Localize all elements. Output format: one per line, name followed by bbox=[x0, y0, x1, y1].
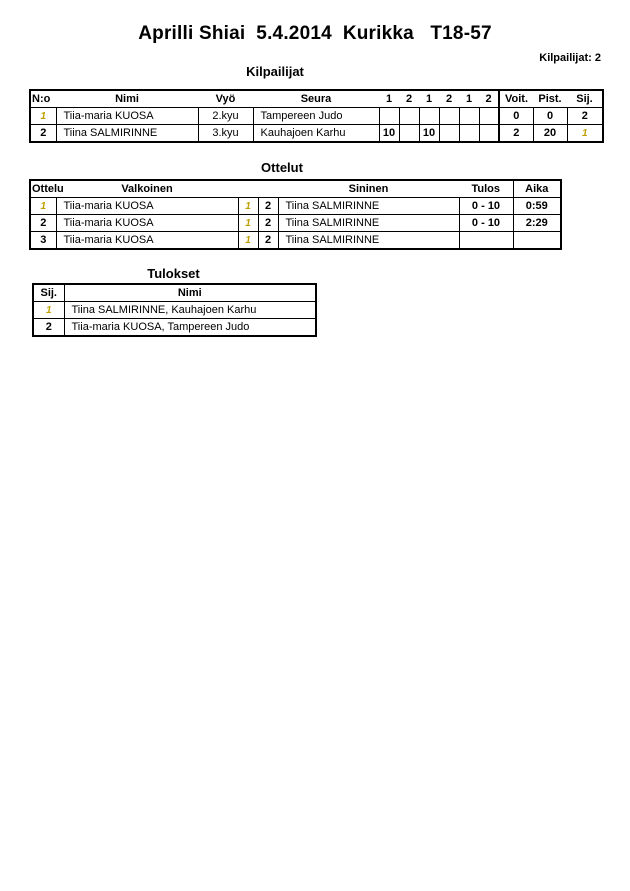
competitors-header-row bbox=[30, 90, 603, 108]
wins-cell: 2 bbox=[499, 125, 533, 143]
col-header-nimi: Nimi bbox=[56, 90, 198, 108]
page-title: Aprilli Shiai 5.4.2014 Kurikka T18-57 bbox=[138, 23, 492, 44]
col-header-vyo: Vyö bbox=[198, 90, 253, 108]
competitors-table bbox=[29, 89, 604, 143]
score-cell bbox=[459, 125, 479, 143]
col-header-sij: Sij. bbox=[33, 284, 64, 302]
white-competitor-number: 1 bbox=[238, 215, 258, 232]
score-cell: 10 bbox=[379, 125, 399, 143]
col-header-pist: Pist. bbox=[533, 90, 567, 108]
competitor-belt: 3.kyu bbox=[198, 125, 253, 143]
col-header-valkoinen: Valkoinen bbox=[56, 180, 238, 198]
competitor-count-label: Kilpailijat: 2 bbox=[539, 52, 601, 64]
competitor-number: 1 bbox=[30, 108, 56, 125]
col-header-ottelu: Ottelu bbox=[30, 180, 56, 198]
competitor-club: Tampereen Judo bbox=[253, 108, 379, 125]
result-placement: 1 bbox=[33, 302, 64, 319]
col-header-sij: Sij. bbox=[567, 90, 603, 108]
match-row bbox=[30, 215, 561, 232]
score-cell bbox=[399, 125, 419, 143]
blue-competitor-name: Tiina SALMIRINNE bbox=[278, 232, 459, 250]
match-time: 2:29 bbox=[513, 215, 561, 232]
col-header-nimi: Nimi bbox=[64, 284, 316, 302]
results-heading: Tulokset bbox=[147, 266, 200, 281]
col-header-score-6: 2 bbox=[479, 90, 499, 108]
white-competitor-number: 1 bbox=[238, 232, 258, 250]
blue-competitor-name: Tiina SALMIRINNE bbox=[278, 215, 459, 232]
result-row bbox=[33, 319, 316, 337]
white-competitor-number: 1 bbox=[238, 198, 258, 215]
result-name: Tiina SALMIRINNE, Kauhajoen Karhu bbox=[64, 302, 316, 319]
score-cell bbox=[459, 108, 479, 125]
competitor-belt: 2.kyu bbox=[198, 108, 253, 125]
white-competitor-name: Tiia-maria KUOSA bbox=[56, 232, 238, 250]
score-cell bbox=[439, 108, 459, 125]
score-cell bbox=[439, 125, 459, 143]
match-time: 0:59 bbox=[513, 198, 561, 215]
col-header-score-4: 2 bbox=[439, 90, 459, 108]
match-number: 2 bbox=[30, 215, 56, 232]
match-row bbox=[30, 232, 561, 250]
competitor-number: 2 bbox=[30, 125, 56, 143]
matches-header-row bbox=[30, 180, 561, 198]
score-cell: 10 bbox=[419, 125, 439, 143]
match-result bbox=[459, 232, 513, 250]
col-header-sininen: Sininen bbox=[278, 180, 459, 198]
col-header-seura: Seura bbox=[253, 90, 379, 108]
result-name: Tiia-maria KUOSA, Tampereen Judo bbox=[64, 319, 316, 337]
placement-cell: 1 bbox=[567, 125, 603, 143]
col-header-blue-no bbox=[258, 180, 278, 198]
col-header-white-no bbox=[238, 180, 258, 198]
match-row bbox=[30, 198, 561, 215]
match-time bbox=[513, 232, 561, 250]
match-result: 0 - 10 bbox=[459, 198, 513, 215]
result-placement: 2 bbox=[33, 319, 64, 337]
blue-competitor-number: 2 bbox=[258, 232, 278, 250]
col-header-score-3: 1 bbox=[419, 90, 439, 108]
score-cell bbox=[479, 108, 499, 125]
placement-cell: 2 bbox=[567, 108, 603, 125]
score-cell bbox=[479, 125, 499, 143]
blue-competitor-name: Tiina SALMIRINNE bbox=[278, 198, 459, 215]
col-header-aika: Aika bbox=[513, 180, 561, 198]
col-header-tulos: Tulos bbox=[459, 180, 513, 198]
col-header-score-5: 1 bbox=[459, 90, 479, 108]
score-cell bbox=[399, 108, 419, 125]
match-number: 3 bbox=[30, 232, 56, 250]
competitor-row bbox=[30, 108, 603, 125]
results-header-row bbox=[33, 284, 316, 302]
competitor-row bbox=[30, 125, 603, 143]
score-cell bbox=[419, 108, 439, 125]
result-row bbox=[33, 302, 316, 319]
results-table bbox=[32, 283, 317, 337]
competitor-club: Kauhajoen Karhu bbox=[253, 125, 379, 143]
points-cell: 20 bbox=[533, 125, 567, 143]
match-result: 0 - 10 bbox=[459, 215, 513, 232]
col-header-score-2: 2 bbox=[399, 90, 419, 108]
blue-competitor-number: 2 bbox=[258, 198, 278, 215]
col-header-no: N:o bbox=[30, 90, 56, 108]
competitors-heading: Kilpailijat bbox=[246, 64, 304, 79]
col-header-voit: Voit. bbox=[499, 90, 533, 108]
competitor-name: Tiia-maria KUOSA bbox=[56, 108, 198, 125]
blue-competitor-number: 2 bbox=[258, 215, 278, 232]
match-number: 1 bbox=[30, 198, 56, 215]
matches-heading: Ottelut bbox=[261, 160, 303, 175]
score-cell bbox=[379, 108, 399, 125]
matches-table bbox=[29, 179, 562, 250]
col-header-score-1: 1 bbox=[379, 90, 399, 108]
competitor-name: Tiina SALMIRINNE bbox=[56, 125, 198, 143]
wins-cell: 0 bbox=[499, 108, 533, 125]
white-competitor-name: Tiia-maria KUOSA bbox=[56, 198, 238, 215]
points-cell: 0 bbox=[533, 108, 567, 125]
white-competitor-name: Tiia-maria KUOSA bbox=[56, 215, 238, 232]
